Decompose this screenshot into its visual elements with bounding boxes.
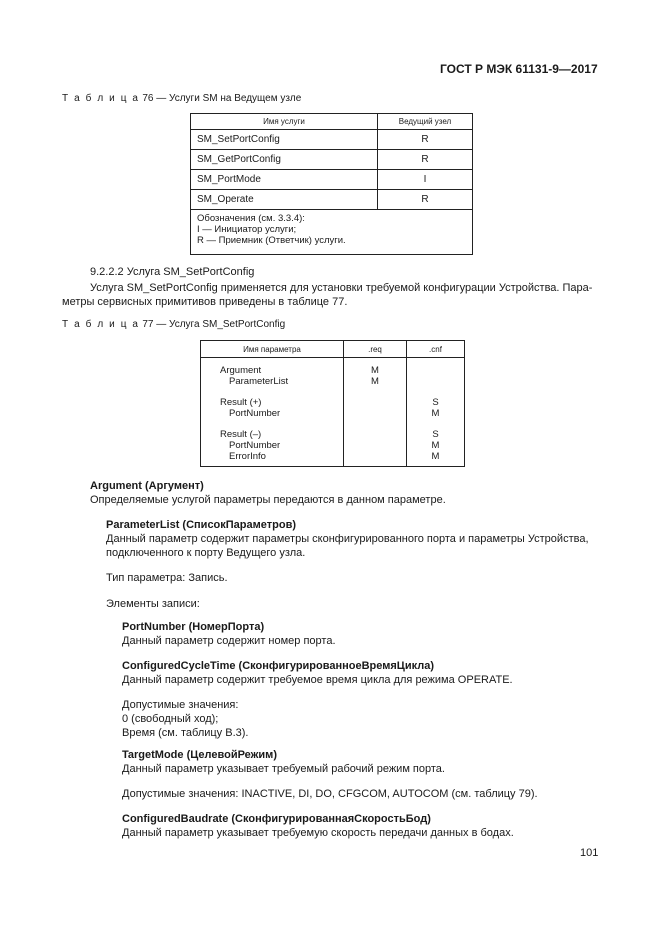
cnf-values-cell [407,358,465,467]
master-role: R [378,150,473,170]
note-line: I — Инициатор услуги; [197,224,297,235]
table-76-note-row [191,210,473,255]
portnumber-text: Данный параметр содержит номер порта. [122,635,336,647]
master-role: I [378,170,473,190]
req-value: M [371,376,379,387]
page-number: 101 [580,847,599,859]
table-row [191,130,473,150]
service-name: SM_Operate [191,190,378,210]
table-76 [190,113,473,255]
note-line: R — Приемник (Ответчик) услуги. [197,235,346,246]
param-names-cell [201,358,344,467]
cycletime-text: Данный параметр содержит требуемое время цикла для режима OPERATE. [122,674,513,686]
cycletime-heading: ConfiguredCycleTime (СконфигурированноеВремяЦикла) [122,660,434,672]
req-value: M [371,365,379,376]
paramlist-heading: ParameterList (СписокПараметров) [106,519,297,531]
table-row [191,150,473,170]
table-77-caption [62,319,285,330]
baudrate-text: Данный параметр указывает требуемую скорость передачи данных в бодах. [122,827,514,839]
baudrate-heading: ConfiguredBaudrate (СконфигурированнаяСкоростьБод) [122,813,431,825]
table-76-header-row [191,114,473,130]
param-name: Result (+) [220,397,262,408]
service-name: SM_SetPortConfig [191,130,378,150]
targetmode-heading: TargetMode (ЦелевойРежим) [122,749,277,761]
portnumber-heading: PortNumber (НомерПорта) [122,621,265,633]
table-row [191,190,473,210]
req-value [344,451,406,462]
argument-text: Определяемые услугой параметры передаются в данном параметре. [90,494,446,506]
cnf-value: M [431,440,440,451]
table-77 [200,340,465,467]
table-77-body-row [201,358,465,467]
param-type-text: Тип параметра: Запись. [106,572,228,584]
param-name: ParameterList [229,376,289,387]
allowed-value-item: 0 (свободный ход); [122,713,219,725]
cnf-value: S [432,429,439,440]
param-name: ErrorInfo [229,451,266,462]
section-heading: 9.2.2.2 Услуга SM_SetPortConfig [90,266,255,278]
document-header: ГОСТ Р МЭК 61131-9—2017 [440,62,598,76]
column-header-service: Имя услуги [191,114,378,130]
table-76-caption [62,93,301,104]
section-paragraph-line1: Услуга SM_SetPortConfig применяется для установки требуемой конфигурации Устройства. Пара- [90,282,593,294]
service-name: SM_PortMode [191,170,378,190]
column-header-param: Имя параметра [201,341,344,358]
table-76-caption-prefix: Т а б л и ц а [62,93,140,104]
targetmode-allowed-text: Допустимые значения: INACTIVE, DI, DO, CFGCOM, AUTOCOM (см. таблицу 79). [122,788,538,800]
cnf-value: M [431,408,440,419]
section-paragraph-line2: метры сервисных примитивов приведены в таблице 77. [62,296,348,308]
table-76-note [191,210,473,255]
req-value [344,429,406,440]
param-name: Result (–) [220,429,262,440]
table-77-caption-text: 77 — Услуга SM_SetPortConfig [142,319,286,330]
param-name: Argument [220,365,262,376]
req-value [344,440,406,451]
table-row [191,170,473,190]
req-value [344,408,406,419]
column-header-req: .req [344,341,407,358]
note-line: Обозначения (см. 3.3.4): [197,213,305,224]
cnf-value [407,376,464,387]
allowed-value-item: Время (см. таблицу B.3). [122,727,249,739]
paramlist-text-line2: подключенного к порту Ведущего узла. [106,547,306,559]
targetmode-text: Данный параметр указывает требуемый рабочий режим порта. [122,763,445,775]
allowed-values-label: Допустимые значения: [122,699,239,711]
req-value [344,397,406,408]
cnf-value: S [432,397,439,408]
master-role: R [378,130,473,150]
argument-heading: Argument (Аргумент) [90,480,204,492]
table-77-caption-prefix: Т а б л и ц а [62,319,140,330]
column-header-cnf: .cnf [407,341,465,358]
record-elements-text: Элементы записи: [106,598,200,610]
param-name: PortNumber [229,408,281,419]
paramlist-text-line1: Данный параметр содержит параметры сконфигурированного порта и параметры Устройства, [106,533,589,545]
cnf-value: M [431,451,440,462]
column-header-master: Ведущий узел [378,114,473,130]
master-role: R [378,190,473,210]
table-76-caption-text: 76 — Услуги SM на Ведущем узле [142,93,302,104]
table-77-header-row [201,341,465,358]
param-name: PortNumber [229,440,281,451]
req-values-cell [344,358,407,467]
service-name: SM_GetPortConfig [191,150,378,170]
cnf-value [407,365,464,376]
